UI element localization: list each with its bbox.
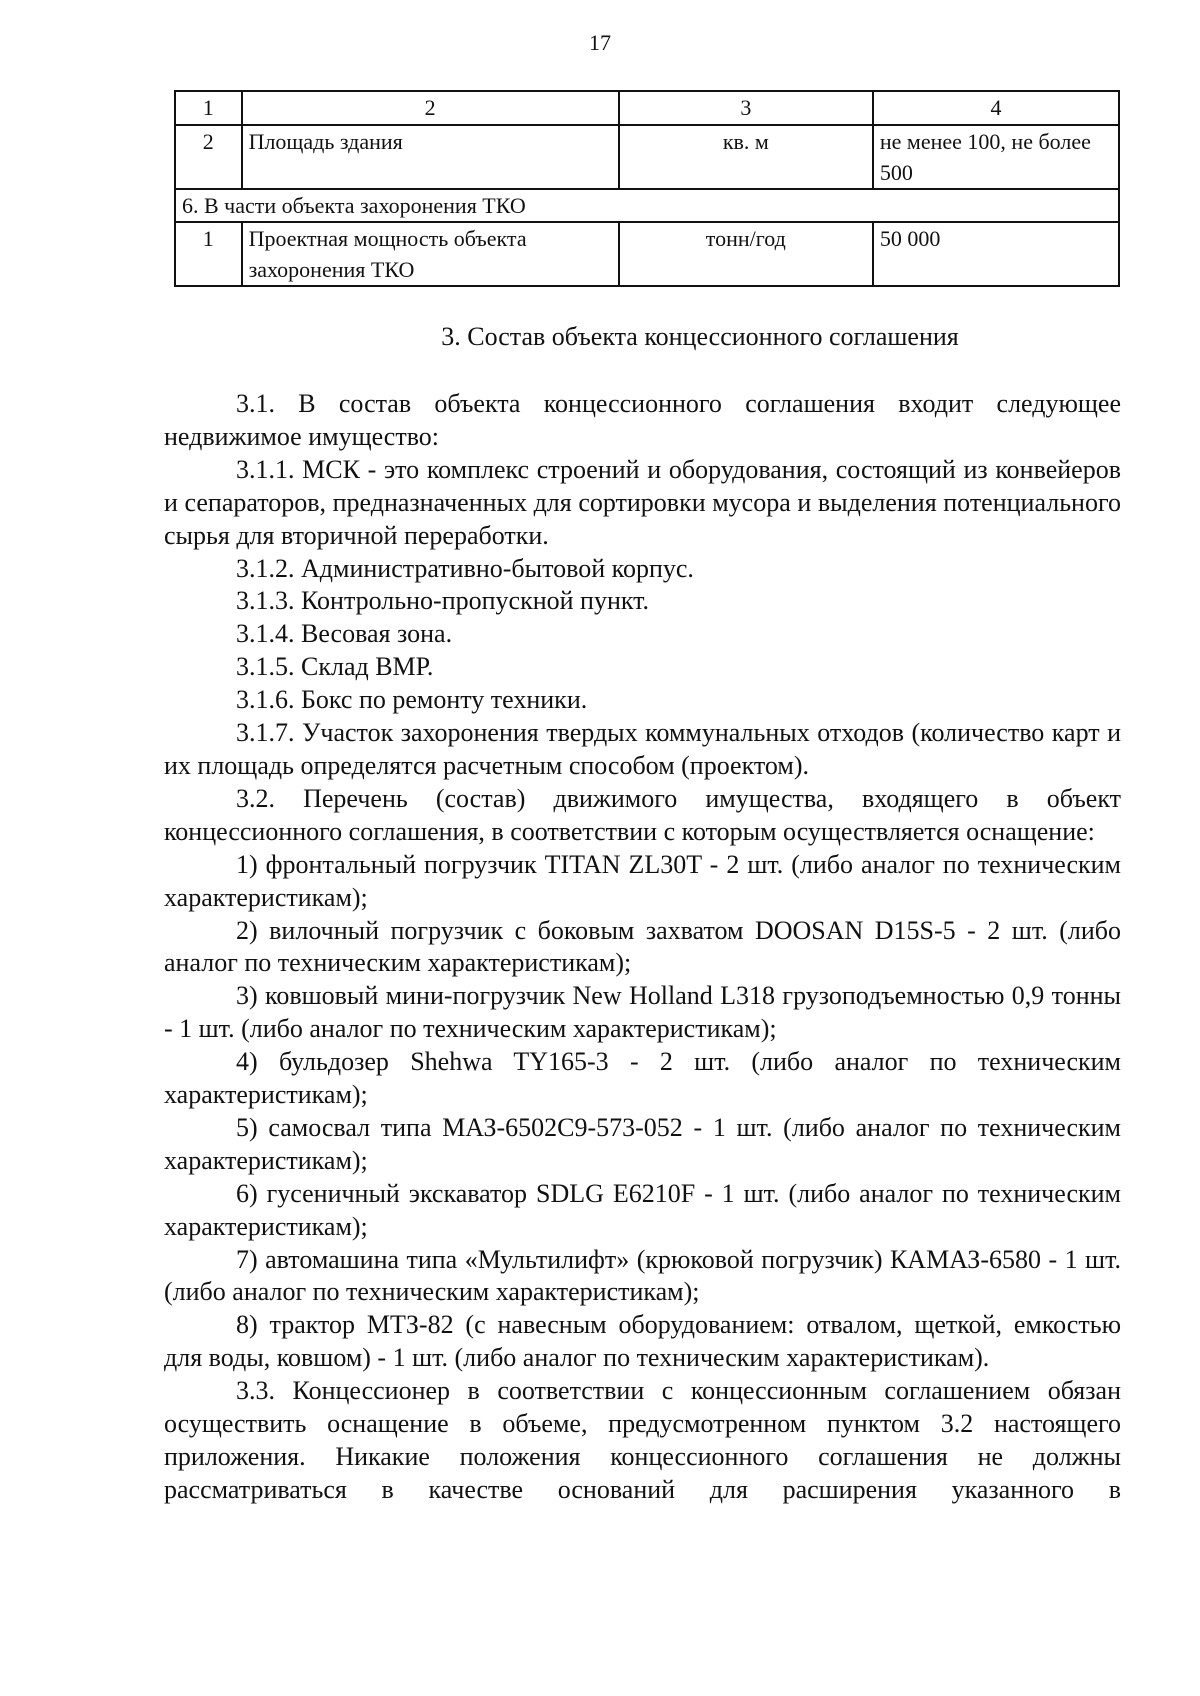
paragraph: 3.1. В состав объекта концессионного соглашения входит следующее недвижимое имущество:	[164, 389, 1121, 451]
row-number-cell: 2	[175, 125, 242, 189]
paragraph: 3.2. Перечень (состав) движимого имущества, входящего в объект концессионного соглашения, в соответствии с которым осуществляется оснащение:	[164, 783, 1121, 846]
paragraph: 3.1.7. Участок захоронения твердых коммунальных отходов (количество карт и их площадь определятся расчетным способом (проектом).	[164, 718, 1121, 780]
section-body	[164, 388, 1121, 1507]
row-value-cell: 50 000	[873, 222, 1119, 286]
section-title: 3. Состав объекта концессионного соглашения	[441, 322, 959, 351]
list-item: 4) бульдозер Shehwa TY165-3 - 2 шт. (либо аналог по техническим характеристикам);	[164, 1047, 1121, 1110]
table-header-row	[175, 91, 1119, 125]
paragraph: 3.1.1. МСК - это комплекс строений и оборудования, состоящий из конвейеров и сепараторов, предназначенных для сортировки мусора и выделения потенциального сырья для вторичной переработки.	[164, 454, 1121, 550]
table-section-row	[175, 189, 1119, 222]
section6-title-cell: 6. В части объекта захоронения ТКО	[175, 189, 1119, 222]
paragraph: 3.1.6. Бокс по ремонту техники.	[236, 685, 588, 715]
list-item: 5) самосвал типа МАЗ-6502С9-573-052 - 1 шт. (либо аналог по техническим характеристикам);	[164, 1112, 1121, 1175]
row-name-cell: Площадь здания	[242, 125, 619, 189]
list-item: 3) ковшовый мини-погрузчик New Holland L318 грузоподъемностью 0,9 тонны - 1 шт. (либо аналог по техническим характеристикам);	[164, 981, 1121, 1044]
paragraph: 3.1.4. Весовая зона.	[236, 619, 453, 649]
list-item: 6) гусеничный экскаватор SDLG E6210F - 1 шт. (либо аналог по техническим характеристикам);	[164, 1178, 1121, 1241]
paragraph: 3.1.3. Контрольно-пропускной пункт.	[236, 586, 650, 616]
table-header-cell: 1	[175, 91, 242, 125]
row-unit-cell: тонн/год	[619, 222, 873, 286]
list-item: 1) фронтальный погрузчик TITAN ZL30T - 2 шт. (либо аналог по техническим характеристикам);	[164, 849, 1121, 912]
list-item: 8) трактор МТЗ-82 (с навесным оборудованием: отвалом, щеткой, емкостью для воды, ковшом) - 1 шт. (либо аналог по техническим характеристикам).	[164, 1310, 1121, 1373]
list-item: 2) вилочный погрузчик с боковым захватом DOOSAN D15S-5 - 2 шт. (либо аналог по техническим характеристикам);	[164, 915, 1121, 978]
table-header-cell: 4	[873, 91, 1119, 125]
list-item: 7) автомашина типа «Мультилифт» (крюковой погрузчик) КАМАЗ-6580 - 1 шт. (либо аналог по техническим характеристикам);	[164, 1244, 1121, 1307]
page-number: 17	[589, 30, 611, 55]
paragraph: 3.1.5. Склад ВМР.	[236, 652, 434, 682]
table-header-cell: 3	[619, 91, 873, 125]
table-header-cell: 2	[242, 91, 619, 125]
paragraph: 3.3. Концессионер в соответствии с концессионным соглашением обязан осуществить оснащение в объеме, предусмотренном пунктом 3.2 настоящего приложения. Никакие положения концессионного соглашения не должны рассматриваться в качестве оснований для расширения указанного в	[164, 1376, 1121, 1504]
paragraph: 3.1.2. Административно-бытовой корпус.	[236, 553, 694, 583]
row-unit-cell: кв. м	[619, 125, 873, 189]
spec-table	[174, 90, 1120, 287]
row-name-cell: Проектная мощность объекта захоронения ТКО	[242, 222, 619, 286]
row-number-cell: 1	[175, 222, 242, 286]
table-row	[175, 125, 1119, 189]
table-row	[175, 222, 1119, 286]
row-value-cell: не менее 100, не более 500	[873, 125, 1119, 189]
